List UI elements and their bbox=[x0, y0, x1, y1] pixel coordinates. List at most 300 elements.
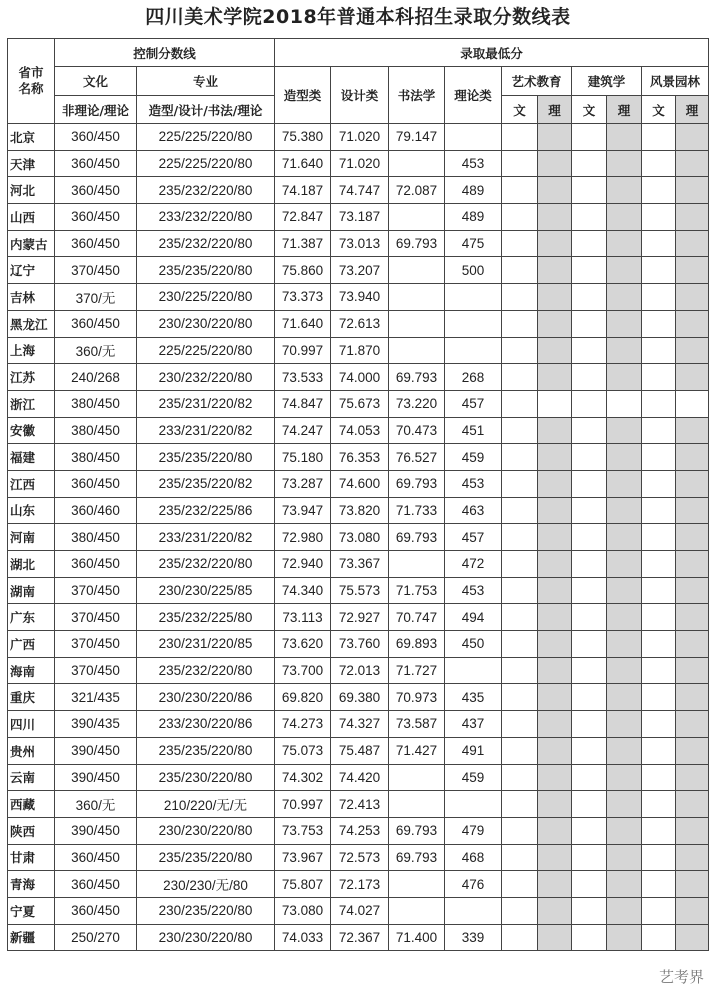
lilun-score-cell: 463 bbox=[445, 497, 502, 524]
wen-empty-cell bbox=[642, 711, 676, 738]
li-empty-cell bbox=[607, 577, 642, 604]
table-row bbox=[8, 444, 709, 471]
shufa-score-cell bbox=[389, 871, 445, 898]
culture-score-cell: 360/450 bbox=[55, 204, 137, 231]
li-empty-cell bbox=[538, 871, 572, 898]
wen-empty-cell bbox=[642, 551, 676, 578]
wen-empty-cell bbox=[502, 577, 538, 604]
lilun-score-cell: 450 bbox=[445, 631, 502, 658]
wen-empty-cell bbox=[502, 417, 538, 444]
major-score-cell: 233/230/220/86 bbox=[137, 711, 275, 738]
header-wen: 文 bbox=[642, 96, 676, 124]
shufa-score-cell bbox=[389, 337, 445, 364]
score-table bbox=[7, 38, 709, 951]
major-score-cell: 230/230/220/86 bbox=[137, 684, 275, 711]
province-cell: 河北 bbox=[8, 177, 55, 204]
culture-score-cell: 360/450 bbox=[55, 844, 137, 871]
lilun-score-cell: 453 bbox=[445, 577, 502, 604]
table-row bbox=[8, 524, 709, 551]
wen-empty-cell bbox=[572, 124, 607, 151]
major-score-cell: 235/231/220/82 bbox=[137, 390, 275, 417]
table-row bbox=[8, 871, 709, 898]
table-row bbox=[8, 284, 709, 311]
province-cell: 辽宁 bbox=[8, 257, 55, 284]
sheji-score-cell: 73.367 bbox=[331, 551, 389, 578]
wen-empty-cell bbox=[642, 524, 676, 551]
li-empty-cell bbox=[676, 177, 709, 204]
province-cell: 福建 bbox=[8, 444, 55, 471]
sheji-score-cell: 73.207 bbox=[331, 257, 389, 284]
shufa-score-cell: 72.087 bbox=[389, 177, 445, 204]
major-score-cell: 235/235/220/80 bbox=[137, 737, 275, 764]
li-empty-cell bbox=[538, 524, 572, 551]
lilun-score-cell: 437 bbox=[445, 711, 502, 738]
li-empty-cell bbox=[607, 631, 642, 658]
table-row bbox=[8, 310, 709, 337]
province-cell: 上海 bbox=[8, 337, 55, 364]
sheji-score-cell: 74.420 bbox=[331, 764, 389, 791]
province-cell: 陕西 bbox=[8, 817, 55, 844]
wen-empty-cell bbox=[572, 551, 607, 578]
li-empty-cell bbox=[607, 417, 642, 444]
li-empty-cell bbox=[607, 524, 642, 551]
wen-empty-cell bbox=[642, 791, 676, 818]
li-empty-cell bbox=[676, 524, 709, 551]
wen-empty-cell bbox=[502, 177, 538, 204]
major-score-cell: 225/225/220/80 bbox=[137, 337, 275, 364]
sheji-score-cell: 73.820 bbox=[331, 497, 389, 524]
shufa-score-cell bbox=[389, 310, 445, 337]
lilun-score-cell: 451 bbox=[445, 417, 502, 444]
shufa-score-cell: 69.793 bbox=[389, 844, 445, 871]
shufa-score-cell bbox=[389, 764, 445, 791]
table-row bbox=[8, 390, 709, 417]
shufa-score-cell: 69.793 bbox=[389, 470, 445, 497]
major-score-cell: 210/220/无/无 bbox=[137, 791, 275, 818]
lilun-score-cell: 489 bbox=[445, 177, 502, 204]
major-score-cell: 235/232/225/80 bbox=[137, 604, 275, 631]
culture-score-cell: 390/450 bbox=[55, 817, 137, 844]
major-score-cell: 235/232/220/80 bbox=[137, 551, 275, 578]
wen-empty-cell bbox=[642, 257, 676, 284]
lilun-score-cell: 453 bbox=[445, 150, 502, 177]
li-empty-cell bbox=[607, 230, 642, 257]
li-empty-cell bbox=[607, 310, 642, 337]
zaoxing-score-cell: 73.287 bbox=[275, 470, 331, 497]
sheji-score-cell: 72.013 bbox=[331, 657, 389, 684]
header-landscape: 风景园林 bbox=[642, 67, 709, 96]
wen-empty-cell bbox=[502, 257, 538, 284]
table-row bbox=[8, 631, 709, 658]
lilun-score-cell: 459 bbox=[445, 764, 502, 791]
li-empty-cell bbox=[538, 230, 572, 257]
province-cell: 山西 bbox=[8, 204, 55, 231]
header-culture: 文化 bbox=[55, 67, 137, 96]
lilun-score-cell: 339 bbox=[445, 924, 502, 951]
wen-empty-cell bbox=[572, 444, 607, 471]
zaoxing-score-cell: 70.997 bbox=[275, 791, 331, 818]
zaoxing-score-cell: 74.187 bbox=[275, 177, 331, 204]
table-row bbox=[8, 230, 709, 257]
zaoxing-score-cell: 74.247 bbox=[275, 417, 331, 444]
wen-empty-cell bbox=[502, 444, 538, 471]
li-empty-cell bbox=[607, 684, 642, 711]
wen-empty-cell bbox=[572, 791, 607, 818]
province-cell: 广东 bbox=[8, 604, 55, 631]
zaoxing-score-cell: 74.302 bbox=[275, 764, 331, 791]
li-empty-cell bbox=[538, 577, 572, 604]
zaoxing-score-cell: 73.113 bbox=[275, 604, 331, 631]
zaoxing-score-cell: 73.620 bbox=[275, 631, 331, 658]
wen-empty-cell bbox=[572, 177, 607, 204]
header-major-sub: 造型/设计/书法/理论 bbox=[137, 96, 275, 124]
table-row bbox=[8, 817, 709, 844]
zaoxing-score-cell: 73.947 bbox=[275, 497, 331, 524]
province-cell: 天津 bbox=[8, 150, 55, 177]
li-empty-cell bbox=[538, 604, 572, 631]
li-empty-cell bbox=[607, 871, 642, 898]
li-empty-cell bbox=[538, 177, 572, 204]
li-empty-cell bbox=[676, 551, 709, 578]
province-cell: 青海 bbox=[8, 871, 55, 898]
table-row bbox=[8, 684, 709, 711]
li-empty-cell bbox=[538, 497, 572, 524]
header-lilun: 理论类 bbox=[445, 67, 502, 124]
li-empty-cell bbox=[538, 551, 572, 578]
li-empty-cell bbox=[607, 711, 642, 738]
li-empty-cell bbox=[676, 230, 709, 257]
table-row bbox=[8, 150, 709, 177]
table-body bbox=[8, 124, 709, 951]
li-empty-cell bbox=[538, 844, 572, 871]
wen-empty-cell bbox=[572, 684, 607, 711]
culture-score-cell: 250/270 bbox=[55, 924, 137, 951]
province-cell: 四川 bbox=[8, 711, 55, 738]
wen-empty-cell bbox=[642, 204, 676, 231]
province-cell: 重庆 bbox=[8, 684, 55, 711]
table-row bbox=[8, 791, 709, 818]
wen-empty-cell bbox=[572, 817, 607, 844]
wen-empty-cell bbox=[502, 871, 538, 898]
lilun-score-cell: 268 bbox=[445, 364, 502, 391]
wen-empty-cell bbox=[572, 764, 607, 791]
zaoxing-score-cell: 73.753 bbox=[275, 817, 331, 844]
province-cell: 西藏 bbox=[8, 791, 55, 818]
table-row bbox=[8, 257, 709, 284]
wen-empty-cell bbox=[642, 897, 676, 924]
li-empty-cell bbox=[607, 204, 642, 231]
lilun-score-cell: 475 bbox=[445, 230, 502, 257]
zaoxing-score-cell: 71.387 bbox=[275, 230, 331, 257]
major-score-cell: 235/230/220/80 bbox=[137, 764, 275, 791]
wen-empty-cell bbox=[572, 631, 607, 658]
li-empty-cell bbox=[676, 470, 709, 497]
header-control-score: 控制分数线 bbox=[55, 39, 275, 67]
wen-empty-cell bbox=[642, 817, 676, 844]
province-cell: 甘肃 bbox=[8, 844, 55, 871]
li-empty-cell bbox=[676, 631, 709, 658]
major-score-cell: 230/231/220/85 bbox=[137, 631, 275, 658]
culture-score-cell: 370/450 bbox=[55, 604, 137, 631]
shufa-score-cell: 70.747 bbox=[389, 604, 445, 631]
culture-score-cell: 360/450 bbox=[55, 470, 137, 497]
zaoxing-score-cell: 72.940 bbox=[275, 551, 331, 578]
sheji-score-cell: 72.173 bbox=[331, 871, 389, 898]
sheji-score-cell: 69.380 bbox=[331, 684, 389, 711]
wen-empty-cell bbox=[572, 310, 607, 337]
culture-score-cell: 390/450 bbox=[55, 737, 137, 764]
wen-empty-cell bbox=[642, 737, 676, 764]
major-score-cell: 225/225/220/80 bbox=[137, 124, 275, 151]
li-empty-cell bbox=[538, 737, 572, 764]
culture-score-cell: 240/268 bbox=[55, 364, 137, 391]
major-score-cell: 235/235/220/80 bbox=[137, 844, 275, 871]
sheji-score-cell: 74.253 bbox=[331, 817, 389, 844]
wen-empty-cell bbox=[642, 604, 676, 631]
table-row bbox=[8, 924, 709, 951]
li-empty-cell bbox=[676, 924, 709, 951]
wen-empty-cell bbox=[572, 524, 607, 551]
li-empty-cell bbox=[538, 791, 572, 818]
province-cell: 山东 bbox=[8, 497, 55, 524]
wen-empty-cell bbox=[642, 924, 676, 951]
li-empty-cell bbox=[676, 364, 709, 391]
shufa-score-cell: 70.473 bbox=[389, 417, 445, 444]
li-empty-cell bbox=[676, 150, 709, 177]
zaoxing-score-cell: 73.967 bbox=[275, 844, 331, 871]
shufa-score-cell: 71.733 bbox=[389, 497, 445, 524]
lilun-score-cell: 457 bbox=[445, 390, 502, 417]
culture-score-cell: 390/450 bbox=[55, 764, 137, 791]
major-score-cell: 233/232/220/80 bbox=[137, 204, 275, 231]
wen-empty-cell bbox=[502, 657, 538, 684]
province-cell: 浙江 bbox=[8, 390, 55, 417]
wen-empty-cell bbox=[572, 737, 607, 764]
lilun-score-cell: 472 bbox=[445, 551, 502, 578]
culture-score-cell: 360/450 bbox=[55, 310, 137, 337]
zaoxing-score-cell: 75.073 bbox=[275, 737, 331, 764]
li-empty-cell bbox=[538, 257, 572, 284]
wen-empty-cell bbox=[502, 897, 538, 924]
shufa-score-cell: 69.793 bbox=[389, 364, 445, 391]
sheji-score-cell: 73.940 bbox=[331, 284, 389, 311]
li-empty-cell bbox=[538, 284, 572, 311]
province-cell: 吉林 bbox=[8, 284, 55, 311]
shufa-score-cell: 71.727 bbox=[389, 657, 445, 684]
li-empty-cell bbox=[607, 924, 642, 951]
li-empty-cell bbox=[607, 737, 642, 764]
wen-empty-cell bbox=[642, 310, 676, 337]
sheji-score-cell: 73.760 bbox=[331, 631, 389, 658]
sheji-score-cell: 74.747 bbox=[331, 177, 389, 204]
province-cell: 宁夏 bbox=[8, 897, 55, 924]
province-cell: 黑龙江 bbox=[8, 310, 55, 337]
province-cell: 云南 bbox=[8, 764, 55, 791]
zaoxing-score-cell: 74.273 bbox=[275, 711, 331, 738]
culture-score-cell: 360/460 bbox=[55, 497, 137, 524]
sheji-score-cell: 75.573 bbox=[331, 577, 389, 604]
li-empty-cell bbox=[538, 711, 572, 738]
culture-score-cell: 360/450 bbox=[55, 897, 137, 924]
lilun-score-cell bbox=[445, 310, 502, 337]
li-empty-cell bbox=[607, 177, 642, 204]
li-empty-cell bbox=[538, 924, 572, 951]
wen-empty-cell bbox=[642, 470, 676, 497]
li-empty-cell bbox=[607, 657, 642, 684]
major-score-cell: 235/232/220/80 bbox=[137, 177, 275, 204]
major-score-cell: 233/231/220/82 bbox=[137, 524, 275, 551]
sheji-score-cell: 71.870 bbox=[331, 337, 389, 364]
wen-empty-cell bbox=[572, 604, 607, 631]
li-empty-cell bbox=[607, 390, 642, 417]
zaoxing-score-cell: 75.807 bbox=[275, 871, 331, 898]
shufa-score-cell: 69.793 bbox=[389, 524, 445, 551]
zaoxing-score-cell: 71.640 bbox=[275, 150, 331, 177]
culture-score-cell: 380/450 bbox=[55, 390, 137, 417]
wen-empty-cell bbox=[502, 791, 538, 818]
sheji-score-cell: 76.353 bbox=[331, 444, 389, 471]
wen-empty-cell bbox=[572, 337, 607, 364]
culture-score-cell: 370/无 bbox=[55, 284, 137, 311]
li-empty-cell bbox=[676, 310, 709, 337]
table-row bbox=[8, 551, 709, 578]
li-empty-cell bbox=[676, 497, 709, 524]
header-culture-sub: 非理论/理论 bbox=[55, 96, 137, 124]
table-row bbox=[8, 497, 709, 524]
table-row bbox=[8, 124, 709, 151]
wen-empty-cell bbox=[572, 417, 607, 444]
shufa-score-cell: 79.147 bbox=[389, 124, 445, 151]
li-empty-cell bbox=[538, 444, 572, 471]
wen-empty-cell bbox=[642, 124, 676, 151]
li-empty-cell bbox=[676, 871, 709, 898]
li-empty-cell bbox=[538, 390, 572, 417]
li-empty-cell bbox=[676, 444, 709, 471]
wen-empty-cell bbox=[642, 417, 676, 444]
header-li: 理 bbox=[676, 96, 709, 124]
sheji-score-cell: 71.020 bbox=[331, 124, 389, 151]
li-empty-cell bbox=[676, 817, 709, 844]
major-score-cell: 230/230/无/80 bbox=[137, 871, 275, 898]
li-empty-cell bbox=[607, 284, 642, 311]
sheji-score-cell: 72.613 bbox=[331, 310, 389, 337]
zaoxing-score-cell: 75.180 bbox=[275, 444, 331, 471]
wen-empty-cell bbox=[502, 737, 538, 764]
major-score-cell: 235/235/220/80 bbox=[137, 257, 275, 284]
table-row bbox=[8, 364, 709, 391]
major-score-cell: 230/230/225/85 bbox=[137, 577, 275, 604]
li-empty-cell bbox=[538, 684, 572, 711]
shufa-score-cell: 70.973 bbox=[389, 684, 445, 711]
wen-empty-cell bbox=[502, 711, 538, 738]
wen-empty-cell bbox=[502, 230, 538, 257]
header-li: 理 bbox=[607, 96, 642, 124]
header-sheji: 设计类 bbox=[331, 67, 389, 124]
wen-empty-cell bbox=[572, 257, 607, 284]
sheji-score-cell: 73.187 bbox=[331, 204, 389, 231]
table-row bbox=[8, 657, 709, 684]
lilun-score-cell bbox=[445, 337, 502, 364]
table-row bbox=[8, 337, 709, 364]
wen-empty-cell bbox=[642, 577, 676, 604]
lilun-score-cell: 468 bbox=[445, 844, 502, 871]
li-empty-cell bbox=[676, 124, 709, 151]
wen-empty-cell bbox=[502, 524, 538, 551]
major-score-cell: 230/225/220/80 bbox=[137, 284, 275, 311]
sheji-score-cell: 74.327 bbox=[331, 711, 389, 738]
lilun-score-cell: 476 bbox=[445, 871, 502, 898]
major-score-cell: 230/230/220/80 bbox=[137, 817, 275, 844]
province-cell: 江西 bbox=[8, 470, 55, 497]
wen-empty-cell bbox=[502, 310, 538, 337]
li-empty-cell bbox=[676, 577, 709, 604]
zaoxing-score-cell: 74.847 bbox=[275, 390, 331, 417]
wen-empty-cell bbox=[502, 204, 538, 231]
li-empty-cell bbox=[607, 817, 642, 844]
lilun-score-cell: 491 bbox=[445, 737, 502, 764]
lilun-score-cell: 453 bbox=[445, 470, 502, 497]
major-score-cell: 235/235/220/80 bbox=[137, 444, 275, 471]
wen-empty-cell bbox=[642, 337, 676, 364]
wen-empty-cell bbox=[572, 497, 607, 524]
lilun-score-cell: 457 bbox=[445, 524, 502, 551]
province-cell: 广西 bbox=[8, 631, 55, 658]
major-score-cell: 235/232/220/80 bbox=[137, 230, 275, 257]
wen-empty-cell bbox=[502, 551, 538, 578]
wen-empty-cell bbox=[572, 284, 607, 311]
culture-score-cell: 360/450 bbox=[55, 871, 137, 898]
li-empty-cell bbox=[607, 604, 642, 631]
sheji-score-cell: 73.080 bbox=[331, 524, 389, 551]
wen-empty-cell bbox=[502, 337, 538, 364]
wen-empty-cell bbox=[502, 470, 538, 497]
wen-empty-cell bbox=[572, 871, 607, 898]
shufa-score-cell: 69.793 bbox=[389, 817, 445, 844]
sheji-score-cell: 74.053 bbox=[331, 417, 389, 444]
li-empty-cell bbox=[676, 791, 709, 818]
sheji-score-cell: 73.013 bbox=[331, 230, 389, 257]
culture-score-cell: 360/450 bbox=[55, 551, 137, 578]
sheji-score-cell: 74.600 bbox=[331, 470, 389, 497]
wen-empty-cell bbox=[572, 897, 607, 924]
li-empty-cell bbox=[676, 604, 709, 631]
wen-empty-cell bbox=[572, 577, 607, 604]
lilun-score-cell: 435 bbox=[445, 684, 502, 711]
shufa-score-cell: 73.220 bbox=[389, 390, 445, 417]
zaoxing-score-cell: 72.980 bbox=[275, 524, 331, 551]
table-row bbox=[8, 177, 709, 204]
li-empty-cell bbox=[607, 364, 642, 391]
wen-empty-cell bbox=[572, 657, 607, 684]
wen-empty-cell bbox=[642, 871, 676, 898]
culture-score-cell: 360/450 bbox=[55, 150, 137, 177]
major-score-cell: 235/232/220/80 bbox=[137, 657, 275, 684]
watermark: 艺考界 bbox=[658, 968, 704, 986]
zaoxing-score-cell: 73.533 bbox=[275, 364, 331, 391]
sheji-score-cell: 72.413 bbox=[331, 791, 389, 818]
zaoxing-score-cell: 73.373 bbox=[275, 284, 331, 311]
table-row bbox=[8, 764, 709, 791]
province-cell: 河南 bbox=[8, 524, 55, 551]
province-cell: 海南 bbox=[8, 657, 55, 684]
li-empty-cell bbox=[538, 124, 572, 151]
province-cell: 内蒙古 bbox=[8, 230, 55, 257]
li-empty-cell bbox=[607, 497, 642, 524]
li-empty-cell bbox=[607, 470, 642, 497]
zaoxing-score-cell: 74.033 bbox=[275, 924, 331, 951]
li-empty-cell bbox=[607, 764, 642, 791]
culture-score-cell: 321/435 bbox=[55, 684, 137, 711]
